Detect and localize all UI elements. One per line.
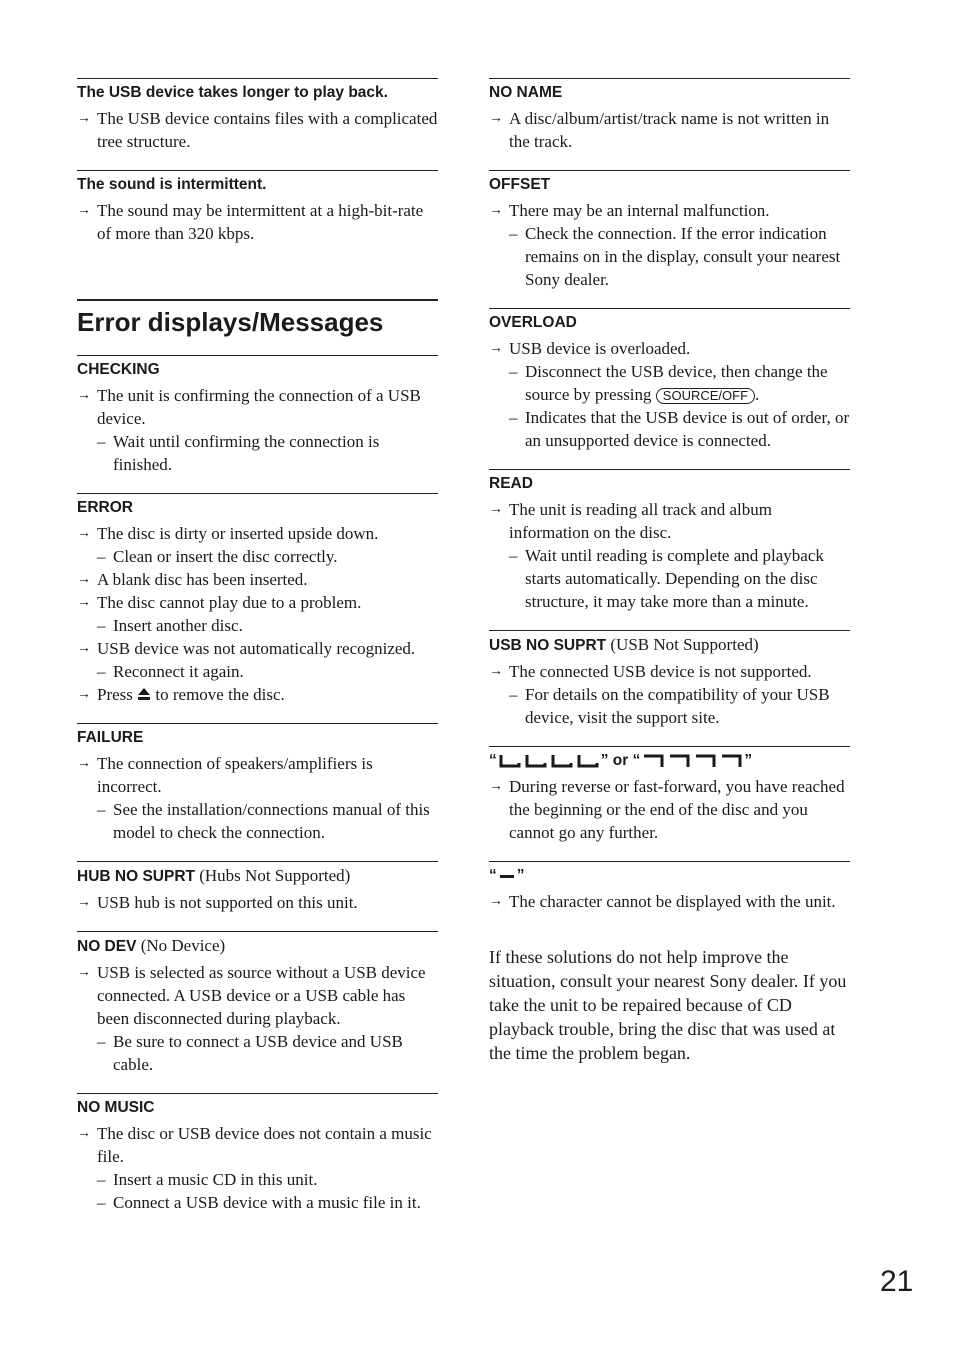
remedy-item [489, 683, 850, 729]
heading-text: ERROR [77, 499, 133, 516]
remedy-text: Wait until reading is complete and playback starts automatically. Depending on the disc structure, it may take more than a minute. [525, 546, 824, 611]
cause-item [489, 890, 850, 913]
cause-text: During reverse or fast-forward, you have reached the beginning or the end of the disc and you cannot go any further. [509, 777, 845, 842]
remedy-item [489, 360, 850, 406]
remedy-item [77, 1191, 438, 1214]
underscore-segment-icon [497, 866, 517, 880]
cause-text: The unit is reading all track and album information on the disc. [509, 500, 772, 542]
cause-text: The connection of speakers/amplifiers is incorrect. [97, 754, 373, 796]
cause-text: The disc or USB device does not contain a music file. [97, 1124, 432, 1166]
cause-text: The connected USB device is not supported. [509, 662, 812, 681]
arrow-icon: → [77, 203, 91, 218]
eject-icon [137, 687, 151, 701]
cause-item [489, 775, 850, 844]
section-heading [77, 936, 438, 957]
heading-text: READ [489, 475, 533, 492]
arrow-icon: → [77, 641, 91, 656]
segments-bottom-icon [497, 753, 601, 769]
remedy-text: Insert a music CD in this unit. [113, 1170, 318, 1189]
right-column [489, 78, 850, 1065]
error-list-left [77, 355, 438, 1214]
cause-item [77, 1122, 438, 1168]
cause-item [489, 660, 850, 683]
remedy-text: For details on the compatibility of your USB device, visit the support site. [525, 685, 830, 727]
remedy-text: Insert another disc. [113, 616, 243, 635]
error-section [77, 355, 438, 476]
remedy-text: Be sure to connect a USB device and USB cable. [113, 1032, 403, 1074]
cause-text: USB device is overloaded. [509, 339, 691, 358]
arrow-icon: → [77, 111, 91, 126]
cause-text: The unit is confirming the connection of a USB device. [97, 386, 421, 428]
quote-close: ” [516, 867, 525, 884]
error-section [489, 746, 850, 844]
dash-bullet: – [97, 547, 106, 566]
remedy-text: Clean or insert the disc correctly. [113, 547, 338, 566]
arrow-icon: → [77, 595, 91, 610]
error-section [77, 1093, 438, 1214]
error-section [77, 493, 438, 706]
dash-bullet: – [509, 685, 518, 704]
section-heading [489, 866, 850, 886]
or-word: or [608, 752, 633, 769]
arrow-icon: → [77, 1126, 91, 1141]
cause-text: USB device was not automatically recognized. [97, 639, 416, 658]
section-heading [77, 498, 438, 518]
error-section [489, 308, 850, 452]
heading-text: NO NAME [489, 84, 563, 101]
dash-bullet: – [97, 1193, 106, 1212]
source-off-key: SOURCE/OFF [656, 388, 755, 404]
error-section [489, 78, 850, 153]
remedy-text: Indicates that the USB device is out of order, or an unsupported device is connected. [525, 408, 850, 450]
cause-item [489, 498, 850, 544]
remedy-item [77, 1168, 438, 1191]
heading-text: CHECKING [77, 361, 160, 378]
section-heading [489, 474, 850, 494]
section-heading [489, 83, 850, 103]
cause-text: A blank disc has been inserted. [97, 570, 308, 589]
cause-text: USB hub is not supported on this unit. [97, 893, 358, 912]
error-section [77, 861, 438, 914]
cause-text: USB is selected as source without a USB device connected. A USB device or a USB cable has been disconnected during playback. [97, 963, 426, 1028]
remedy-item [489, 544, 850, 613]
remedy-text: Check the connection. If the error indication remains on in the display, consult your nearest Sony dealer. [525, 224, 841, 289]
error-section [77, 78, 438, 153]
error-section [489, 170, 850, 291]
cause-item [77, 637, 438, 660]
error-list-right [489, 78, 850, 913]
dash-bullet: – [97, 432, 106, 451]
remedy-item [77, 1030, 438, 1076]
cause-text: to remove the disc. [151, 685, 285, 704]
cause-item [77, 591, 438, 614]
quote-close: ” [600, 752, 609, 769]
error-section [489, 861, 850, 913]
heading-note: (No Device) [136, 936, 226, 955]
section-heading [77, 866, 438, 887]
remedy-item [77, 545, 438, 568]
cause-item [77, 384, 438, 430]
heading-text: HUB NO SUPRT [77, 868, 195, 885]
section-heading [77, 360, 438, 380]
dash-bullet: – [97, 1170, 106, 1189]
remedy-item [489, 222, 850, 291]
dash-bullet: – [97, 800, 106, 819]
remedy-item [489, 406, 850, 452]
heading-text: The sound is intermittent. [77, 176, 267, 193]
arrow-icon: → [489, 111, 503, 126]
remedy-text: Connect a USB device with a music file in it. [113, 1193, 421, 1212]
heading-text: The USB device takes longer to play back. [77, 84, 388, 101]
section-title-block [77, 299, 438, 339]
cause-item [77, 199, 438, 245]
section-heading [77, 1098, 438, 1118]
heading-note: (USB Not Supported) [606, 635, 759, 654]
cause-item [489, 199, 850, 222]
heading-text: FAILURE [77, 729, 144, 746]
arrow-icon: → [77, 526, 91, 541]
heading-text: USB NO SUPRT [489, 637, 607, 654]
cause-item [77, 522, 438, 545]
error-section [489, 630, 850, 729]
dash-bullet: – [509, 408, 518, 427]
page-number: 21 [880, 1265, 914, 1298]
cause-text: The character cannot be displayed with the unit. [509, 892, 836, 911]
cause-item [77, 107, 438, 153]
error-section [77, 170, 438, 245]
cause-text: A disc/album/artist/track name is not written in the track. [509, 109, 830, 151]
section-heading [489, 175, 850, 195]
heading-text: NO MUSIC [77, 1099, 155, 1116]
quote-open: “ [489, 752, 497, 769]
cause-text: Press [97, 685, 138, 704]
dash-bullet: – [509, 224, 518, 243]
cause-item [77, 961, 438, 1030]
error-section [77, 931, 438, 1076]
section-heading [77, 175, 438, 195]
section-heading [489, 751, 850, 771]
remedy-text: . [755, 385, 760, 404]
remedy-item [77, 614, 438, 637]
heading-text: NO DEV [77, 938, 137, 955]
arrow-icon: → [77, 895, 91, 910]
error-section [77, 723, 438, 844]
left-column [77, 78, 438, 1214]
remedy-text: See the installation/connections manual of this model to check the connection. [113, 800, 430, 842]
cause-item [77, 752, 438, 798]
arrow-icon: → [489, 502, 503, 517]
remedy-text: Wait until confirming the connection is finished. [113, 432, 380, 474]
remedy-text: Disconnect the USB device, then change the source by pressing [525, 362, 828, 404]
arrow-icon: → [489, 341, 503, 356]
arrow-icon: → [77, 756, 91, 771]
heading-text: OVERLOAD [489, 314, 577, 331]
dash-bullet: – [97, 1032, 106, 1051]
cause-item [77, 683, 438, 706]
troubleshooting-top [77, 78, 438, 245]
cause-text: The USB device contains files with a complicated tree structure. [97, 109, 438, 151]
arrow-icon: → [77, 965, 91, 980]
arrow-icon: → [489, 664, 503, 679]
section-heading [489, 313, 850, 333]
remedy-item [77, 660, 438, 683]
cause-item [489, 337, 850, 360]
heading-text: OFFSET [489, 176, 551, 193]
section-heading [77, 728, 438, 748]
error-section [489, 469, 850, 613]
cause-text: The disc cannot play due to a problem. [97, 593, 362, 612]
dash-bullet: – [97, 616, 106, 635]
cause-item [489, 107, 850, 153]
closing-paragraph: If these solutions do not help improve the situation, consult your nearest Sony dealer. If you take the unit to be repaired because of CD playback trouble, bring the disc that was used at the time the problem began. [489, 947, 847, 1063]
arrow-icon: → [77, 572, 91, 587]
segments-top-icon [640, 753, 744, 769]
remedy-item [77, 430, 438, 476]
cause-text: The disc is dirty or inserted upside down. [97, 524, 379, 543]
heading-note: (Hubs Not Supported) [194, 866, 351, 885]
dash-bullet: – [97, 662, 106, 681]
remedy-item [77, 798, 438, 844]
cause-item [77, 891, 438, 914]
quote-open: “ [489, 867, 497, 884]
arrow-icon: → [489, 203, 503, 218]
remedy-text: Reconnect it again. [113, 662, 244, 681]
cause-item [77, 568, 438, 591]
arrow-icon: → [489, 894, 503, 909]
dash-bullet: – [509, 362, 518, 381]
arrow-icon: → [489, 779, 503, 794]
section-heading [489, 635, 850, 656]
cause-text: There may be an internal malfunction. [509, 201, 770, 220]
cause-text: The sound may be intermittent at a high-bit-rate of more than 320 kbps. [97, 201, 424, 243]
section-heading [77, 83, 438, 103]
dash-bullet: – [509, 546, 518, 565]
arrow-icon: → [77, 388, 91, 403]
quote-open: “ [632, 752, 641, 769]
arrow-icon: → [77, 687, 91, 702]
section-title: Error displays/Messages [77, 307, 384, 337]
quote-close: ” [744, 752, 753, 769]
